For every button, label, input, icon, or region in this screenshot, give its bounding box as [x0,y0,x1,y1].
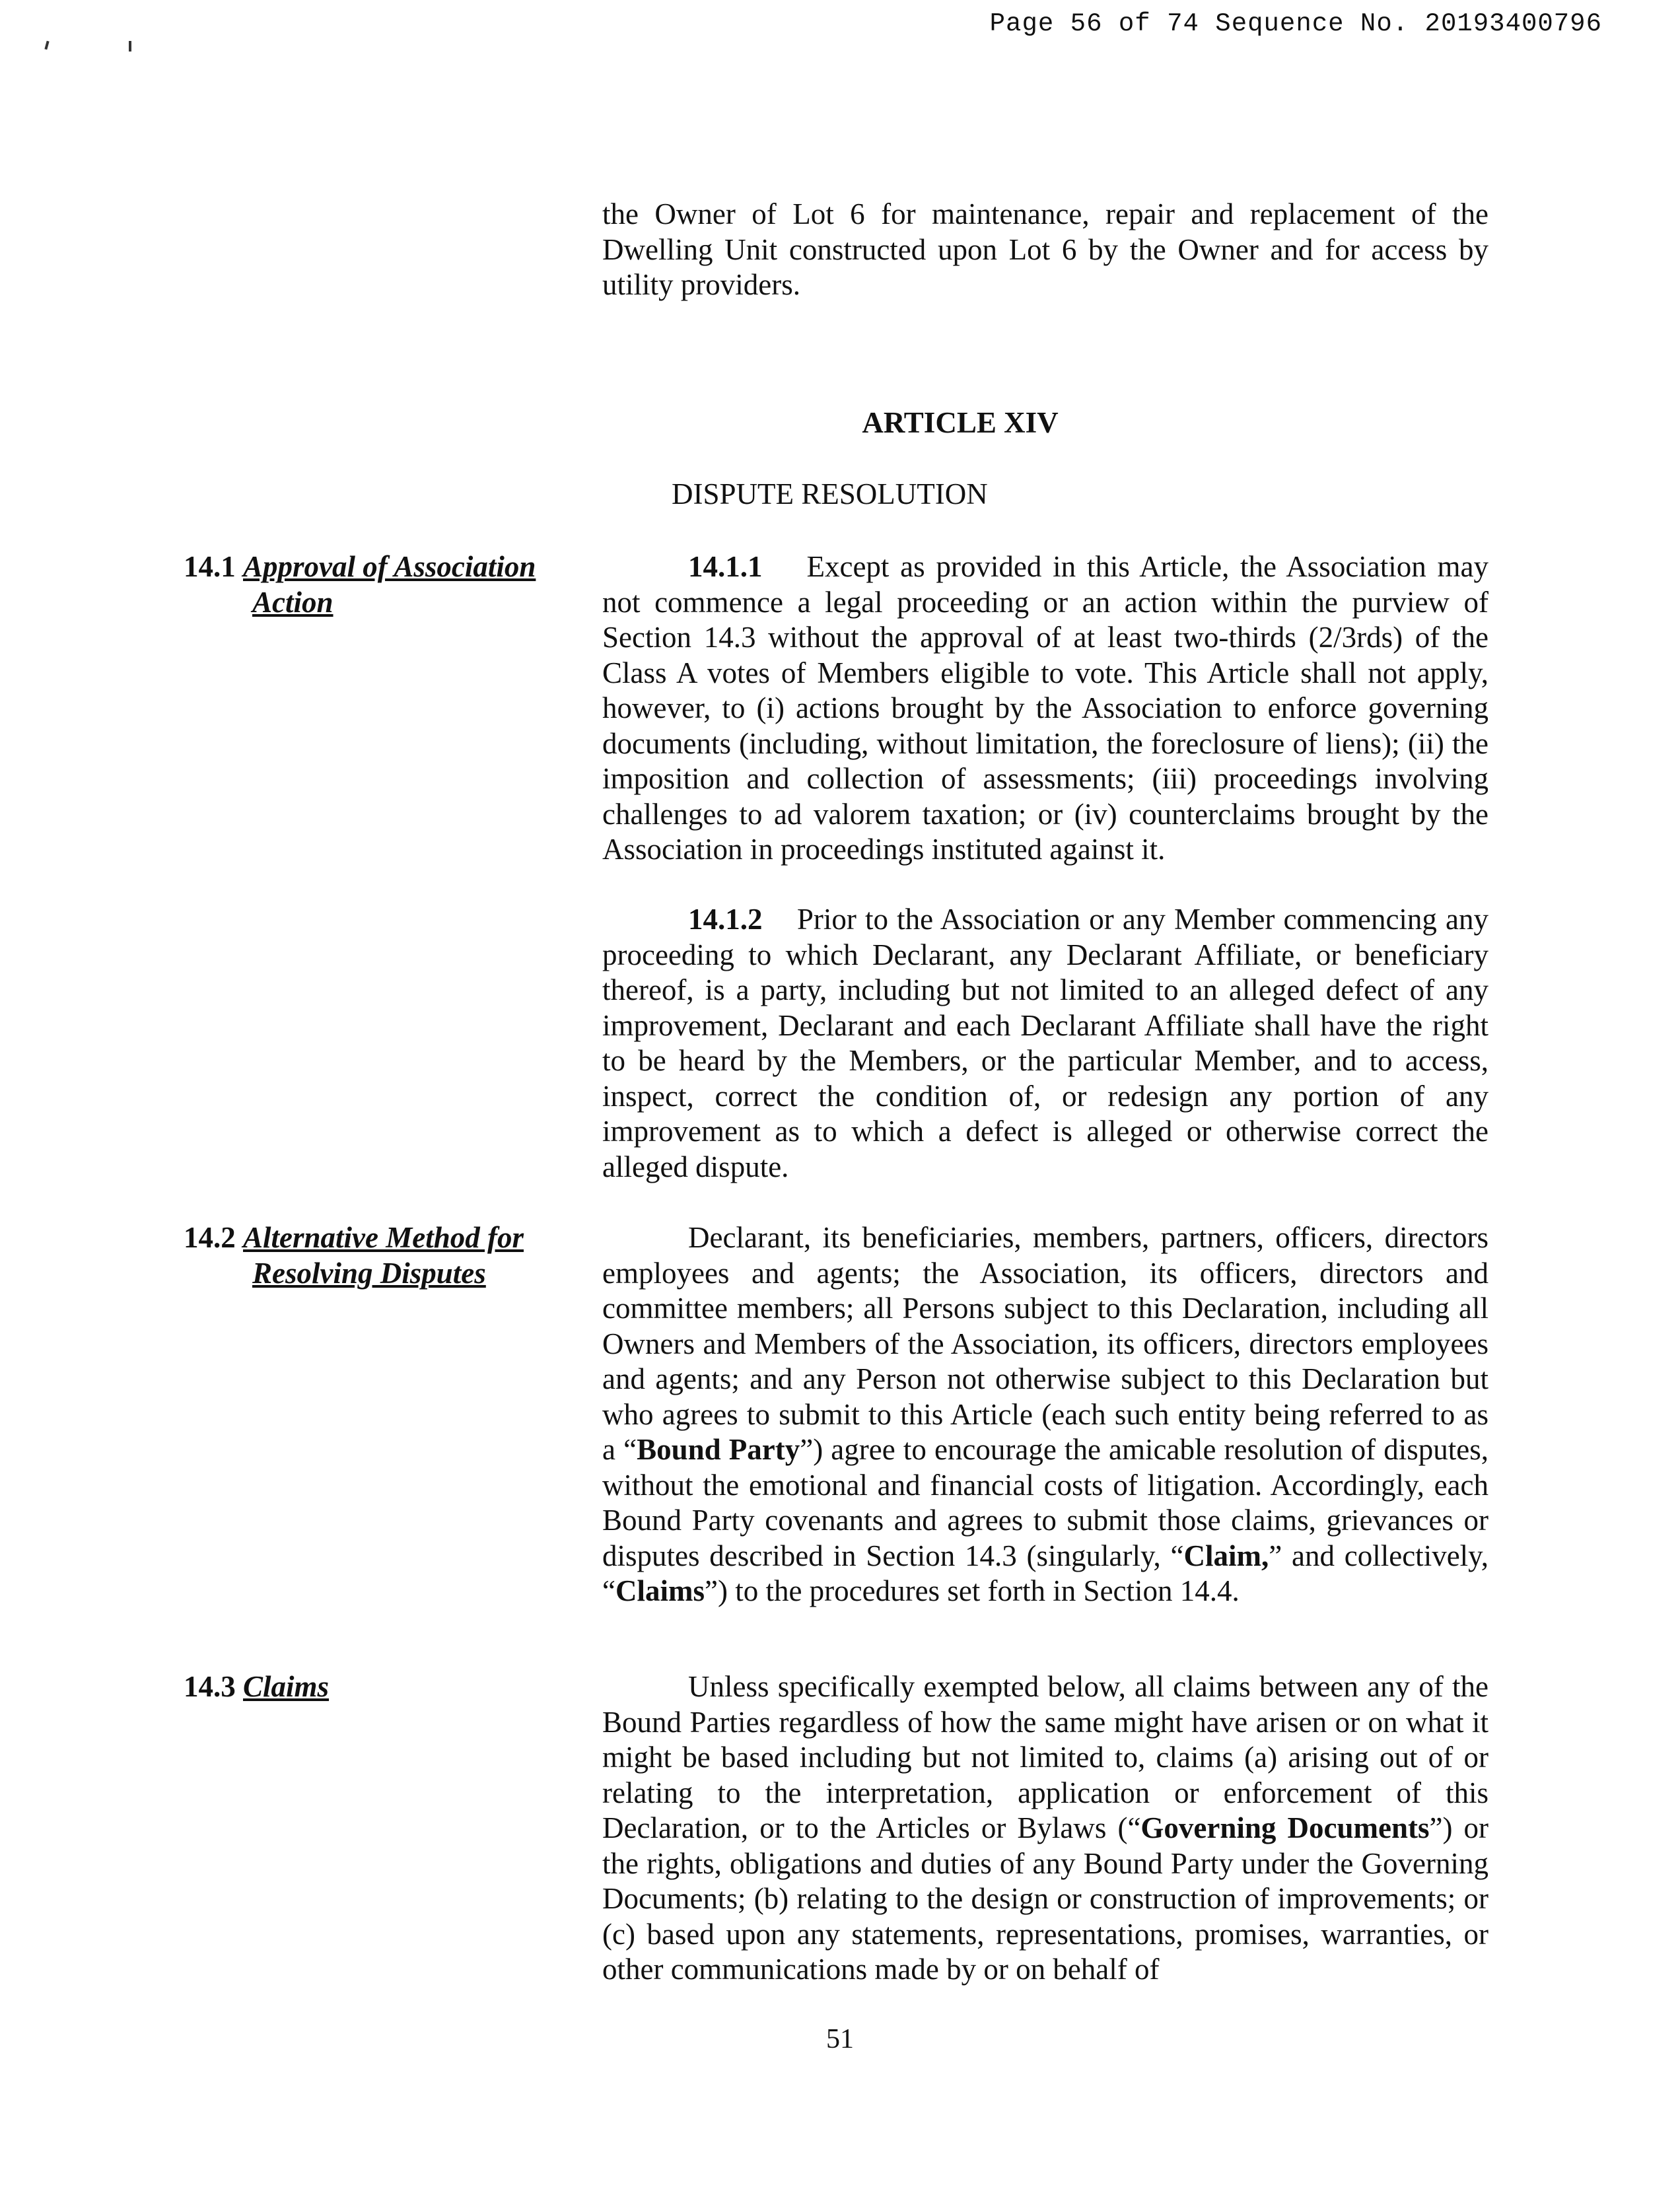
paragraph-14-1-1 [602,549,1488,868]
defined-term: Bound Party [637,1433,800,1466]
paragraph-text: ” and collectively, “ [602,1539,1488,1607]
section-number: 14.1 [184,550,236,583]
section-14-3-heading [184,1669,580,1705]
paragraph-number: 14.1.1 [688,550,763,583]
section-number: 14.2 [184,1221,236,1254]
section-14-1-heading [184,549,580,620]
section-title-continued: Action [252,585,333,619]
defined-term: Governing Documents [1140,1811,1430,1844]
paragraph-text: Unless specifically exempted below, all claims between any of the Bound Parties regardless of how the same might have arisen or on what it might be based including but not limited to, claims (a) arising out of or relating to the interpretation, application or enforcement of this Declaration, or to the Articles or Bylaws (“ [602,1670,1488,1844]
section-14-2-heading [184,1220,580,1291]
page-sequence-stamp: Page 56 of 74 Sequence No. 20193400796 [989,9,1602,38]
intro-paragraph: the Owner of Lot 6 for maintenance, repair and replacement of the Dwelling Unit constructed upon Lot 6 by the Owner and for access by utility providers. [602,197,1488,301]
paragraph-text: Except as provided in this Article, the Association may not commence a legal proceeding or an action within the purview of Section 14.3 without the approval of at least two-thirds (2/3rds) of the Class A votes of Members eligible to vote. This Article shall not apply, however, to (i) actions brought by the Association to enforce governing documents (including, without limitation, the foreclosure of liens); (ii) the imposition and collection of assessments; (iii) proceedings involving challenges to ad valorem taxation; or (iv) counterclaims brought by the Association in proceedings instituted against it. [602,550,1488,866]
paragraph-text: ”) agree to encourage the amicable resolution of disputes, without the emotional and financial costs of litigation. Accordingly, each Bound Party covenants and agrees to submit those claims, grievances or disputes described in Section 14.3 (singularly, “ [602,1433,1488,1572]
article-title: ARTICLE XIV [862,406,1059,439]
page-number: 51 [826,2024,854,2054]
paragraph-text: ”) or the rights, obligations and duties of any Bound Party under the Governing Documents; (b) relating to the design or construction of improvements; or (c) based upon any statements, representations, promises, warranties, or other communications made by or on behalf of [602,1811,1488,1986]
section-title: Approval of Association [243,550,536,583]
scan-speck [44,41,49,50]
defined-term: Claim, [1183,1539,1269,1572]
scan-speck [129,41,131,52]
section-number: 14.3 [184,1670,236,1703]
paragraph-number: 14.1.2 [688,903,763,936]
article-subtitle: DISPUTE RESOLUTION [672,477,988,510]
section-title: Claims [243,1670,330,1703]
section-title-continued: Resolving Disputes [252,1256,486,1290]
paragraph-14-1-2 [602,902,1488,1185]
paragraph-14-2 [602,1220,1488,1609]
paragraph-14-3 [602,1669,1488,1988]
paragraph-text: ”) to the procedures set forth in Section 14.4. [704,1574,1240,1607]
defined-term: Claims [615,1574,705,1607]
section-title: Alternative Method for [243,1221,524,1254]
paragraph-text: Declarant, its beneficiaries, members, partners, officers, directors employees and agents; the Association, its officers, directors and committee members; all Persons subject to this Declaration, including all Owners and Members of the Association, its officers, directors employees and agents; and any Person not otherwise subject to this Declaration but who agrees to submit to this Article (each such entity being referred to as a “ [602,1221,1488,1466]
paragraph-text: Prior to the Association or any Member commencing any proceeding to which Declarant, any Declarant Affiliate, or beneficiary thereof, is a party, including but not limited to an alleged defect of any improvement, Declarant and each Declarant Affiliate shall have the right to be heard by the Members, or the particular Member, and to access, inspect, correct the condition of, or redesign any portion of any improvement as to which a defect is alleged or otherwise correct the alleged dispute. [602,903,1488,1183]
